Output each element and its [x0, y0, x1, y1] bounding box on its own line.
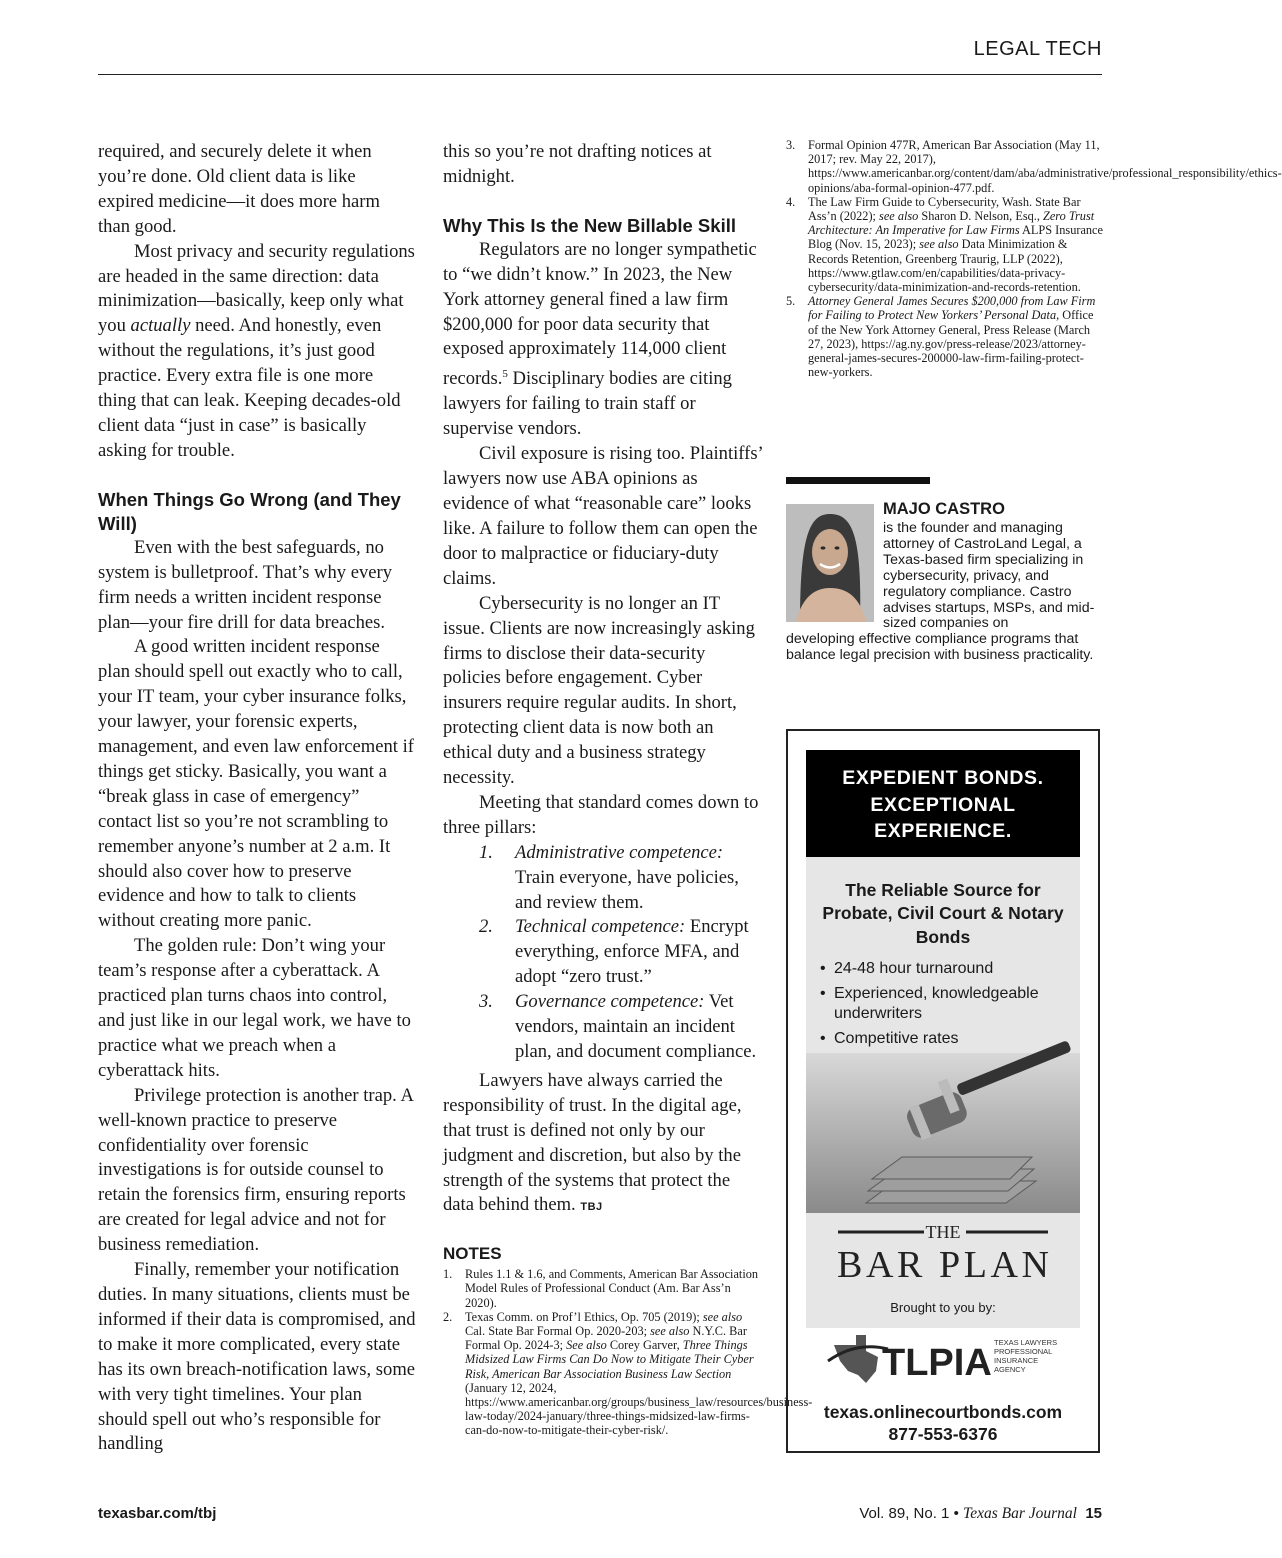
- paragraph: Most privacy and security regulations are headed in the same direction: data minimization—basically, keep only what you actually need. And honestly, even without the regulations, it’s just good practice. Every extra file is one more thing that can leak. Keeping decades-old client data “just in case” is basically asking for trouble.: [98, 240, 415, 461]
- paragraph: this so you’re not drafting notices at midnight.: [443, 141, 712, 187]
- note-item: 1. Rules 1.1 & 1.6, and Comments, American Bar Association Model Rules of Professional Conduct (Am. Bar Ass’n 2020).: [443, 1267, 759, 1310]
- pillars-list: [443, 841, 763, 1065]
- footer-site[interactable]: texasbar.com/tbj: [98, 1505, 217, 1522]
- list-item: • 24-48 hour turnaround: [820, 959, 1070, 980]
- ad-bullet-list: [806, 959, 1080, 1049]
- paragraph: Regulators are no longer sympathetic to “we didn’t know.” In 2023, the New York attorney general fined a law firm $200,000 for poor data security that exposed approximately 114,000 client records.$^5$ Disciplinary bodies are citing lawyers for failing to train staff or supervise vendors.: [443, 238, 757, 440]
- author-photo: [786, 504, 874, 622]
- ad-panel: [806, 750, 1080, 1328]
- header-rule: [98, 74, 1102, 75]
- note-item: 3. Formal Opinion 477R, American Bar Association (May 11, 2017; rev. May 22, 2017), https://www.americanbar.org/content/dam/aba/administrative/professional_responsibility/ethics-opinions/aba-formal-opinion-477.pdf.: [786, 138, 1282, 195]
- paragraph: Cybersecurity is no longer an IT issue. Clients are now increasingly asking firms to disclose their data-security policies before engagement. Cyber insurers require regular audits. In short, protecting client data is now both an ethical duty and a business strategy necessity.: [443, 592, 755, 789]
- paragraph: Meeting that standard comes down to three pillars:: [443, 791, 759, 838]
- bond-advertisement: [786, 729, 1100, 1453]
- author-name: MAJO CASTRO: [883, 500, 1005, 518]
- svg-text:TEXAS LAWYERS: TEXAS LAWYERS: [994, 1338, 1058, 1347]
- tlpia-logo: [826, 1331, 1066, 1387]
- list-item: • Competitive rates: [820, 1029, 1070, 1050]
- footer-issue-info: [859, 1505, 1102, 1523]
- article-column-1: [98, 140, 416, 1457]
- list-item: 1. Administrative competence: Train everyone, have policies, and review them.: [479, 841, 739, 913]
- notes-list: [443, 1267, 813, 1438]
- list-item: 2. Technical competence: Encrypt everything, enforce MFA, and adopt “zero trust.”: [479, 916, 749, 988]
- list-item: • Experienced, knowledgeable underwriters: [820, 984, 1070, 1025]
- gavel-money-photo: [806, 1053, 1080, 1213]
- footer-journal: Texas Bar Journal: [963, 1505, 1077, 1522]
- svg-text:TLPIA: TLPIA: [882, 1342, 992, 1384]
- paragraph: Lawyers have always carried the responsibility of trust. In the digital age, that trust is defined not only by our judgment and discretion, but also by the strength of the systems that protect the data behind them. TBJ: [443, 1069, 742, 1216]
- notes-heading: NOTES: [443, 1244, 502, 1264]
- author-divider-bar: [786, 477, 930, 484]
- paragraph: required, and securely delete it when you’re done. Old client data is like expired medicine—it does more harm than good.: [98, 141, 380, 237]
- paragraph: Civil exposure is rising too. Plaintiffs’ lawyers now use ABA opinions as evidence of what “reasonable care” looks like. A failure to follow them can open the door to malpractice or fiduciary-duty claims.: [443, 443, 763, 589]
- footer-volume: Vol. 89, No. 1: [859, 1505, 950, 1522]
- author-bio: is the founder and managing attorney of CastroLand Legal, a Texas-based firm specializing in cybersecurity, privacy, and regulatory compliance. Castro advises startups, MSPs, and mid-sized companies on: [883, 520, 1095, 632]
- notes-list-continued: [786, 138, 1282, 380]
- paragraph: A good written incident response plan should spell out exactly who to call, your IT team, your cyber insurance folks, your lawyer, your forensic experts, management, and even law enforcement if things get sticky. Basically, you want a “break glass in case of emergency” contact list so you’re not scrambling to remember anyone’s number at 2 a.m. It should also cover how to preserve evidence and how to talk to clients without creating more panic.: [98, 636, 414, 932]
- page-number: 15: [1085, 1505, 1102, 1522]
- svg-text:AGENCY: AGENCY: [994, 1365, 1026, 1374]
- ad-phone: 877-553-6376: [888, 1424, 998, 1444]
- note-item: 2. Texas Comm. on Prof’l Ethics, Op. 705 (2019); see also Cal. State Bar Formal Op. 2020-203; see also N.Y.C. Bar Formal Op. 2024-3; See also Corey Garver, Three Things Midsized Law Firms Can Do Now to Mitigate Their Cyber Risk, American Bar Association Business Law Section (January 12, 2024, https://www.americanbar.org/groups/business_law/resources/business-law-today/2024-january/three-things-midsized-law-firms-can-do-now-to-mitigate-their-cyber-risk/.: [443, 1309, 813, 1438]
- brought-by-text: Brought to you by:: [890, 1300, 996, 1315]
- footer-bullet: •: [953, 1505, 959, 1522]
- end-tag: TBJ: [580, 1201, 603, 1214]
- list-item: 3. Governance competence: Vet vendors, maintain an incident plan, and document compliance.: [479, 991, 757, 1062]
- paragraph: Finally, remember your notification duties. In many situations, clients must be informed if their data is compromised, and to make it more complicated, every state has its own breach-notification laws, some with very tight timelines. Your plan should spell out who’s responsible for handling: [98, 1259, 416, 1455]
- section-heading: When Things Go Wrong (and They Will): [98, 488, 401, 534]
- paragraph: Privilege protection is another trap. A well-known practice to preserve confidentiality over forensic investigations is for outside counsel to retain the forensics firm, ensuring reports are created for legal advice and not for business remediation.: [98, 1084, 413, 1256]
- ad-headline: EXPEDIENT BONDS. EXCEPTIONAL EXPERIENCE.: [806, 750, 1080, 857]
- ad-url[interactable]: texas.onlinecourtbonds.com: [823, 1402, 1063, 1422]
- notes-column-3: [786, 138, 1282, 380]
- ad-subheadline: The Reliable Source for Probate, Civil Court & Notary Bonds: [822, 879, 1064, 947]
- svg-text:BAR PLAN: BAR PLAN: [837, 1244, 1049, 1286]
- note-item: 5. Attorney General James Secures $200,000 from Law Firm for Failing to Protect New Yorkers’ Personal Data, Office of the New York Attorney General, Press Release (March 27, 2023), https://ag.ny.gov/press-release/2023/attorney-general-james-secures-200000-law-firm-failing-protect-new-yorkers.: [786, 294, 1096, 380]
- svg-text:THE: THE: [925, 1222, 961, 1242]
- section-heading: Why This Is the New Billable Skill: [443, 214, 736, 236]
- paragraph: The golden rule: Don’t wing your team’s response after a cyberattack. A practiced plan turns chaos into control, and just like in our legal work, we have to practice what we preach when a cyberattack hits.: [98, 935, 411, 1081]
- svg-text:INSURANCE: INSURANCE: [994, 1356, 1039, 1365]
- paragraph: Even with the best safeguards, no system is bulletproof. That’s why every firm needs a written incident response plan—your fire drill for data breaches.: [98, 536, 393, 633]
- note-item: 4. The Law Firm Guide to Cybersecurity, Wash. State Bar Ass’n (2022); see also Sharon D. Nelson, Esq., Zero Trust Architecture: An Imperative for Law Firms ALPS Insurance Blog (Nov. 15, 2023); see also Data Minimization & Records Retention, Greenberg Traurig, LLP (2022), https://www.gtlaw.com/en/capabilities/data-privacy-cybersecurity/data-minimization-and-records-retention.: [786, 194, 1103, 295]
- author-bio-continued: developing effective compliance programs that balance legal precision with business practicality.: [786, 631, 1094, 663]
- article-column-2: [443, 140, 813, 1438]
- section-label: LEGAL TECH: [973, 38, 1102, 60]
- svg-text:PROFESSIONAL: PROFESSIONAL: [994, 1347, 1053, 1356]
